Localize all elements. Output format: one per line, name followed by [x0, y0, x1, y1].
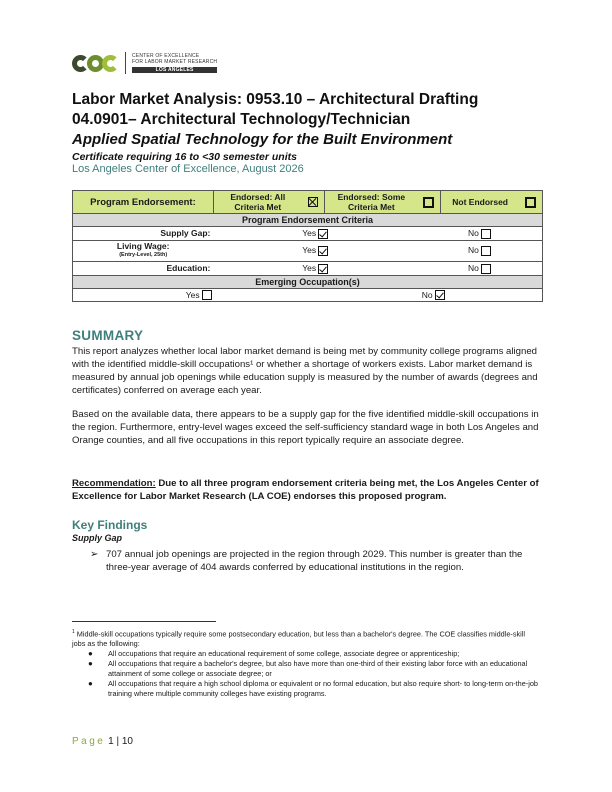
criteria-yes-cell [213, 227, 417, 241]
summary-paragraph-2: Based on the available data, there appears to be a supply gap for the five identified middle-skill occupations in the region. Furthermore, entry-level wages exceed the self-sufficiency standard wage in both Los Angeles and Orange counties, and all five occupations in this report typically require an associate degree. [72, 409, 539, 446]
criteria-header: Program Endorsement Criteria [73, 214, 543, 227]
footnote-divider [72, 621, 216, 622]
endorsed-some-label: Endorsed: Some Criteria Met [325, 191, 418, 214]
supply-gap-no-checkbox[interactable] [481, 229, 491, 239]
logo-line2: FOR LABOR MARKET RESEARCH [132, 59, 218, 65]
endorsed-all-checkbox[interactable] [308, 197, 318, 207]
endorsement-table [72, 190, 543, 302]
logo-e-shape [102, 55, 119, 72]
page-word: Page [72, 736, 106, 747]
criteria-row-living-wage [73, 240, 543, 261]
emerging-no-checkbox[interactable] [435, 290, 445, 300]
criteria-label-cell [73, 227, 214, 241]
title-line1: Labor Market Analysis: 0953.10 – Architectural Drafting [72, 91, 479, 108]
footnote-item-text: All occupations that require a bachelor's degree, but also have more than one-third of their existing labor force with an educational attainment of some college or associate degree; or [108, 659, 528, 679]
emerging-header-row [73, 275, 543, 288]
recommendation-paragraph [72, 477, 540, 503]
footnote-marker: 1 [72, 629, 75, 635]
program-endorsement-label: Program Endorsement: [73, 191, 214, 214]
logo-line3: LOS ANGELES [132, 67, 217, 73]
emerging-row [73, 288, 543, 302]
coe-date-line: Los Angeles Center of Excellence, August 2026 [72, 163, 304, 175]
criteria-label: Supply Gap: [160, 228, 211, 239]
criteria-row-supply-gap [73, 227, 543, 241]
page-number: 1 | 10 [108, 736, 133, 747]
criteria-no-cell [417, 240, 542, 261]
living-wage-no-checkbox[interactable] [481, 246, 491, 256]
bullet-dot-icon: ● [88, 649, 93, 659]
supply-gap-yes-checkbox[interactable] [318, 229, 328, 239]
education-no-checkbox[interactable] [481, 264, 491, 274]
endorsed-all-label: Endorsed: All Criteria Met [213, 191, 301, 214]
coe-logo [72, 52, 217, 74]
key-finding-item [90, 548, 540, 574]
criteria-no-cell [417, 227, 542, 241]
criteria-header-row [73, 214, 543, 227]
endorsement-row [73, 191, 543, 214]
footnote-list-item [72, 649, 540, 659]
coe-logo-mark [72, 55, 117, 72]
supply-gap-subheading: Supply Gap [72, 533, 123, 543]
criteria-label-cell [73, 240, 214, 261]
emerging-yes-checkbox[interactable] [202, 290, 212, 300]
not-endorsed-cell [519, 191, 542, 214]
key-finding-text: 707 annual job openings are projected in the region through 2029. This number is greater than the three-year average of 404 awards conferred by educational institutions in the region. [106, 549, 523, 573]
yes-label: Yes [302, 245, 317, 256]
logo-text [132, 53, 217, 73]
key-findings-heading: Key Findings [72, 518, 148, 532]
bullet-dot-icon: ● [88, 659, 93, 669]
summary-paragraph-1: This report analyzes whether local labor market demand is being met by community college programs aligned with the identified middle-skill occupations¹ or whether a shortage of workers exists. Labor market demand is measured by annual job openings while education supply is measured by the number of awards (degrees and certificates) conferred on average each year. [72, 346, 538, 396]
footnote-list [72, 649, 540, 699]
endorsed-all-cell [302, 191, 325, 214]
criteria-label: Living Wage: [116, 240, 170, 251]
page-title [72, 90, 552, 130]
no-label: No [421, 289, 433, 300]
criteria-yes-cell [213, 261, 417, 275]
recommendation-text: Due to all three program endorsement criteria being met, the Los Angeles Center of Excellence for Labor Market Research (LA COE) endorses this proposed program. [72, 478, 539, 502]
footnote-list-item [72, 659, 540, 679]
no-label: No [468, 262, 479, 273]
certificate-line: Certificate requiring 16 to <30 semester units [72, 151, 297, 163]
title-line2: 04.0901– Architectural Technology/Technician [72, 111, 411, 128]
bullet-dot-icon: ● [88, 679, 93, 689]
yes-label: Yes [185, 289, 200, 300]
footnote-list-item [72, 679, 540, 699]
recommendation-label: Recommendation: [72, 478, 156, 489]
endorsed-some-checkbox[interactable] [423, 197, 434, 208]
footnote-item-text: All occupations that require a high school diploma or equivalent or no formal education, but also require short- to long-term on-the-job training where multiple community colleges have existing programs. [108, 679, 538, 699]
criteria-label: Education: [166, 263, 211, 274]
no-label: No [468, 228, 479, 238]
criteria-row-education [73, 261, 543, 275]
yes-label: Yes [302, 262, 317, 273]
emerging-yes-cell [73, 288, 325, 302]
page-footer [72, 736, 133, 747]
footnote-intro [72, 627, 540, 649]
criteria-no-cell [417, 261, 542, 275]
emerging-no-cell [325, 288, 543, 302]
not-endorsed-label: Not Endorsed [440, 191, 519, 214]
not-endorsed-checkbox[interactable] [525, 197, 536, 208]
living-wage-yes-checkbox[interactable] [318, 246, 328, 256]
logo-divider [125, 52, 126, 74]
education-yes-checkbox[interactable] [318, 264, 328, 274]
yes-label: Yes [302, 228, 317, 238]
summary-heading: SUMMARY [72, 328, 144, 343]
criteria-yes-cell [213, 240, 417, 261]
footnote [72, 627, 540, 699]
logo-line1: CENTER OF EXCELLENCE [132, 53, 200, 59]
endorsed-some-cell [417, 191, 440, 214]
criteria-label-cell [73, 261, 214, 275]
criteria-sublabel: (Entry-Level, 25th) [119, 251, 168, 258]
no-label: No [468, 245, 479, 256]
footnote-text: Middle-skill occupations typically require some postsecondary education, but less than a bachelor's degree. The COE classifies middle-skill jobs as the following: [72, 629, 526, 649]
program-subtitle: Applied Spatial Technology for the Built Environment [72, 131, 453, 148]
emerging-header: Emerging Occupation(s) [73, 275, 543, 288]
arrow-bullet-icon: ➢ [90, 549, 99, 560]
footnote-item-text: All occupations that require an educational requirement of some college, associate degree or apprenticeship; [108, 649, 460, 659]
